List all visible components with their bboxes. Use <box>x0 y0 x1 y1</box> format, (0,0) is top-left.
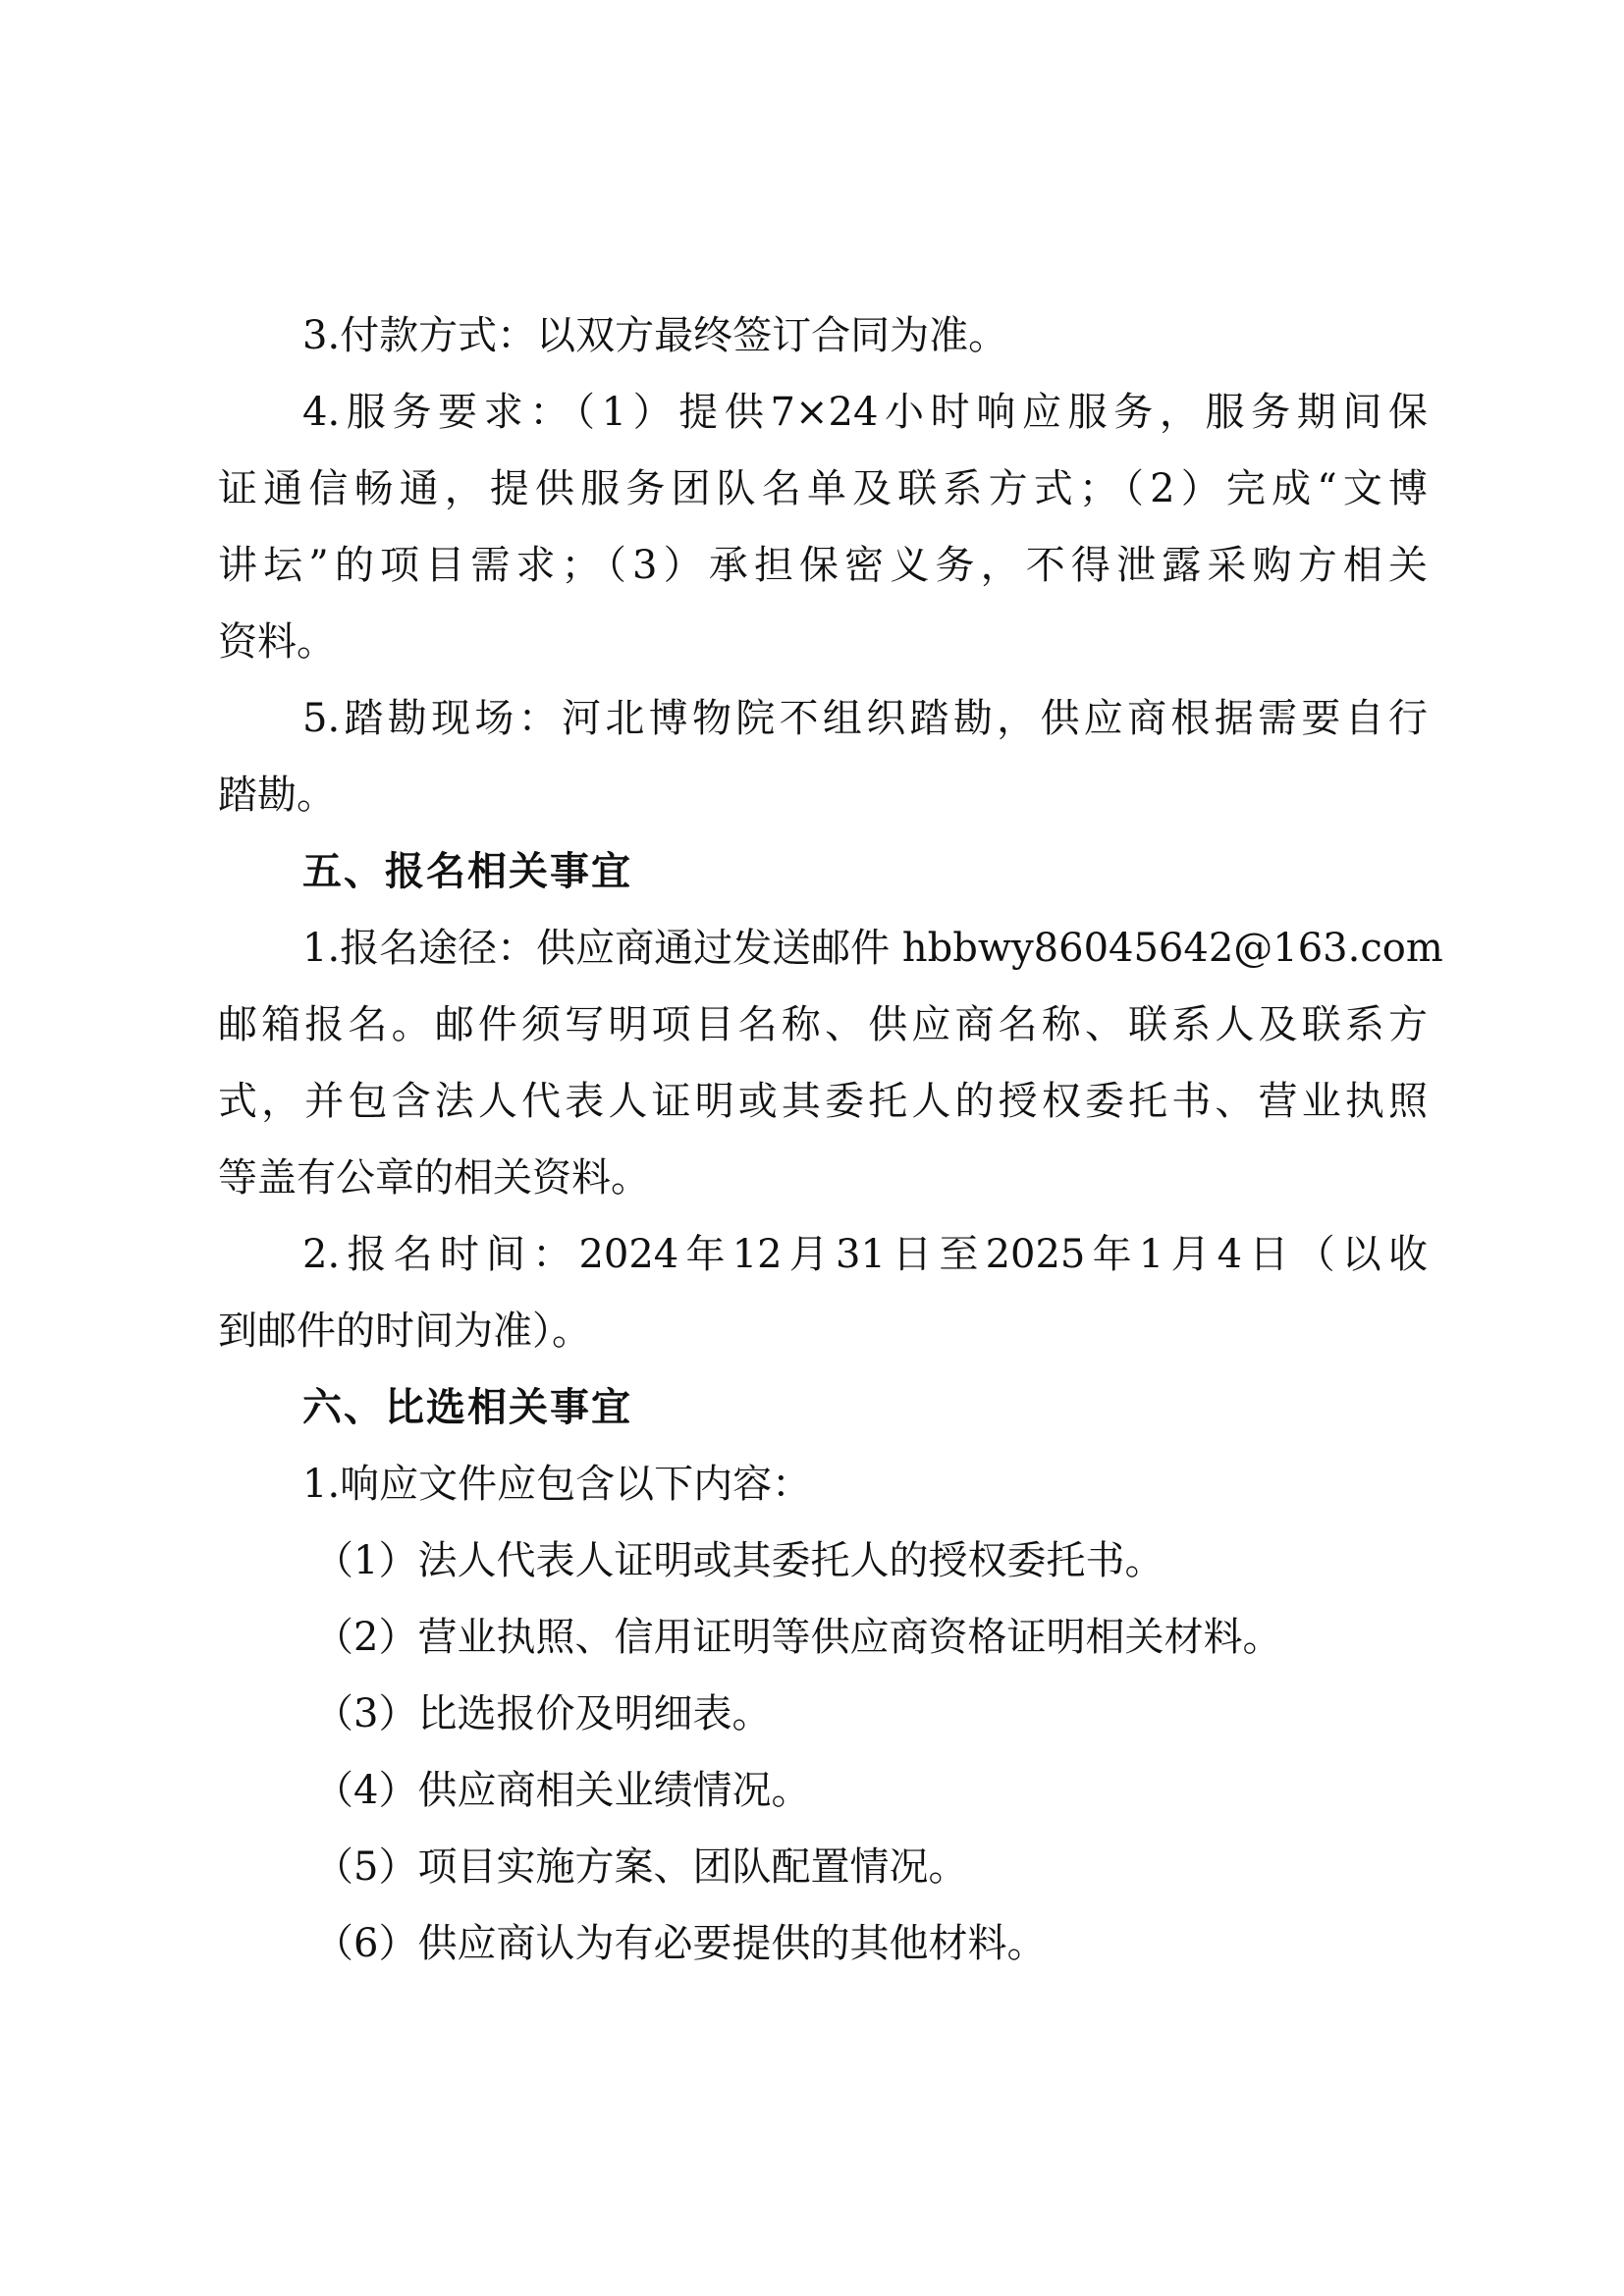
paragraph-registration-time-cont <box>0 1292 1624 1370</box>
text-line: 式，并包含法人代表人证明或其委托人的授权委托书、营业执照 <box>218 1079 1428 1124</box>
paragraph-registration-channel-cont <box>0 986 1624 1064</box>
section-heading-selection <box>0 1368 1624 1447</box>
text-line: 资料。 <box>218 619 336 665</box>
paragraph-site-survey <box>0 679 1624 758</box>
text-line: （2）营业执照、信用证明等供应商资格证明相关材料。 <box>314 1615 1282 1660</box>
text-line: （4）供应商相关业绩情况。 <box>314 1768 811 1813</box>
list-item <box>0 1904 1624 1983</box>
text-line: 证通信畅通，提供服务团队名单及联系方式；（2）完成“文博 <box>218 466 1428 511</box>
text-line: （6）供应商认为有必要提供的其他材料。 <box>314 1921 1047 1966</box>
text-line: 到邮件的时间为准）。 <box>218 1308 591 1354</box>
paragraph-site-survey-cont <box>0 756 1624 834</box>
list-item <box>0 1675 1624 1753</box>
heading-text: 五、报名相关事宜 <box>302 849 632 894</box>
text-line: 2.报名时间：2024年12月31日至2025年1月4日（以收 <box>302 1232 1428 1277</box>
paragraph-registration-time <box>0 1215 1624 1294</box>
text-line: 等盖有公章的相关资料。 <box>218 1155 650 1201</box>
list-item <box>0 1598 1624 1677</box>
text-line: 踏勘。 <box>218 773 336 818</box>
paragraph-registration-channel <box>0 909 1624 988</box>
list-item <box>0 1522 1624 1600</box>
list-item <box>0 1751 1624 1830</box>
paragraph-service-requirements-cont <box>0 603 1624 681</box>
paragraph-registration-channel-cont <box>0 1062 1624 1141</box>
text-line: 4.服务要求：（1）提供7×24小时响应服务，服务期间保 <box>302 390 1428 435</box>
text-line: 5.踏勘现场：河北博物院不组织踏勘，供应商根据需要自行 <box>302 696 1428 741</box>
text-line: 1.响应文件应包含以下内容： <box>302 1462 812 1507</box>
paragraph-service-requirements-cont <box>0 526 1624 605</box>
text-line: （3）比选报价及明细表。 <box>314 1691 772 1736</box>
list-item <box>0 1828 1624 1906</box>
text-line: 讲坛”的项目需求；（3）承担保密义务，不得泄露采购方相关 <box>218 543 1428 588</box>
paragraph-service-requirements-cont <box>0 450 1624 528</box>
text-line: （5）项目实施方案、团队配置情况。 <box>314 1844 968 1890</box>
paragraph-response-documents <box>0 1445 1624 1523</box>
text-line: 3.付款方式：以双方最终签订合同为准。 <box>302 313 1008 358</box>
section-heading-registration <box>0 832 1624 911</box>
text-line: （1）法人代表人证明或其委托人的授权委托书。 <box>314 1538 1164 1583</box>
paragraph-payment-method <box>0 296 1624 375</box>
paragraph-registration-channel-cont <box>0 1139 1624 1217</box>
heading-text: 六、比选相关事宜 <box>302 1385 632 1430</box>
text-line: 邮箱报名。邮件须写明项目名称、供应商名称、联系人及联系方 <box>218 1002 1428 1047</box>
paragraph-service-requirements <box>0 373 1624 452</box>
text-line: 1.报名途径：供应商通过发送邮件 hbbwy86045642@163.com <box>302 926 1443 971</box>
